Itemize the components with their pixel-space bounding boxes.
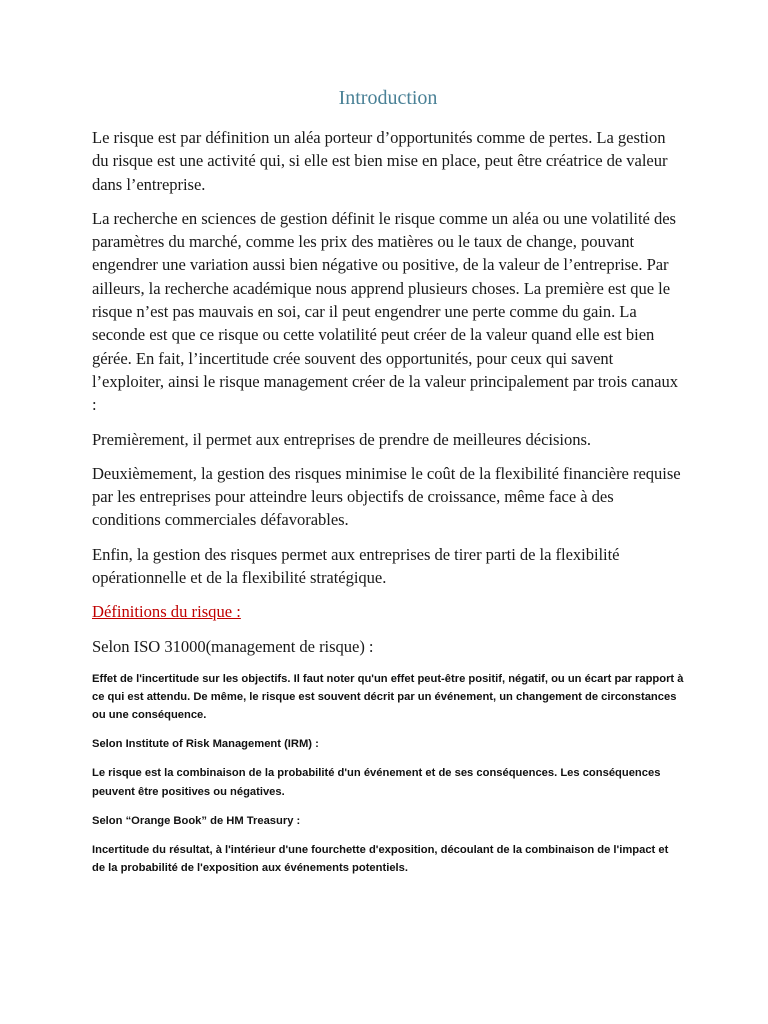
page-title: Introduction (338, 87, 438, 109)
intro-paragraph-2: La recherche en sciences de gestion définit le risque comme un aléa ou une volatilité des paramètres du marché, comme les prix des matières ou le taux de change, pouvant engendrer une variation aussi bien négative ou positive, de la valeur de l’entreprise. Par ailleurs, la recherche académique nous apprend plusieurs choses. La première est que le risque n’est pas mauvais en soi, car il peut engendrer une perte comme du gain. La seconde est que ce risque ou cette volatilité peut créer de la valeur quand elle est bien gérée. En fait, l’incertitude crée souvent des opportunités, pour ceux qui savent l’exploiter, ainsi le risque management créer de la valeur principalement par trois canaux : (92, 208, 678, 415)
irm-definition: Le risque est la combinaison de la probabilité d'un événement et de ses conséquences. Les conséquences peuvent être positives ou négatives. (92, 767, 661, 798)
intro-paragraph-3: Premièrement, il permet aux entreprises de prendre de meilleures décisions. (92, 429, 591, 449)
intro-paragraph-5: Enfin, la gestion des risques permet aux entreprises de tirer parti de la flexibilité opérationnelle et de la flexibilité stratégique. (92, 544, 620, 588)
iso-definition: Effet de l'incertitude sur les objectifs. Il faut noter qu'un effet peut-être positif, négatif, ou un écart par rapport à ce qui est attendu. De même, le risque est souvent décrit par un événement, un changement de circonstances ou une conséquence. (92, 672, 684, 722)
document-page (92, 84, 684, 888)
intro-paragraph-4: Deuxièmement, la gestion des risques minimise le coût de la flexibilité financière requise par les entreprises pour atteindre leurs objectifs de croissance, même face à des conditions commerciales défavorables. (92, 463, 681, 530)
orange-book-heading: Selon “Orange Book” de HM Treasury : (92, 814, 301, 827)
definitions-heading: Définitions du risque : (92, 602, 241, 622)
intro-paragraph-1: Le risque est par définition un aléa porteur d’opportunités comme de pertes. La gestion du risque est une activité qui, si elle est bien mise en place, peut être créatrice de valeur dans l’entreprise. (92, 128, 668, 194)
orange-book-definition: Incertitude du résultat, à l'intérieur d'une fourchette d'exposition, découlant de la combinaison de l'impact et de la probabilité de l'exposition aux événements potentiels. (92, 844, 669, 875)
iso-heading: Selon ISO 31000(management de risque) : (92, 637, 374, 657)
irm-heading: Selon Institute of Risk Management (IRM) : (92, 738, 319, 751)
